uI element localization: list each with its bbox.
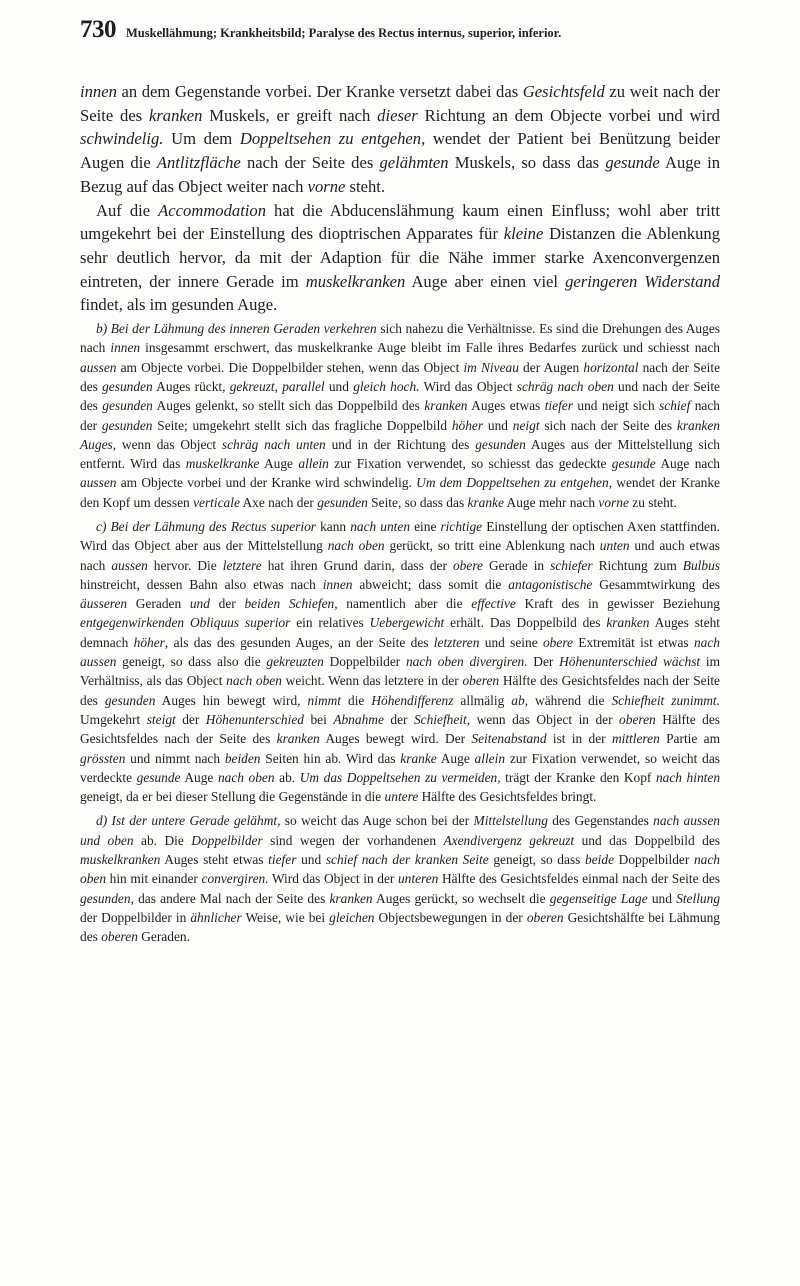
text-run: Auge mehr nach bbox=[503, 494, 599, 510]
italic-text: aussen bbox=[80, 475, 117, 491]
italic-text: gesunden bbox=[475, 436, 526, 452]
text-run: kann bbox=[316, 519, 351, 534]
text-run: abweicht; dass somit die bbox=[352, 576, 509, 592]
italic-text: tiefer bbox=[268, 852, 297, 868]
text-run: des Gegenstandes bbox=[547, 813, 654, 829]
text-run: erhält. Das Doppelbild des bbox=[444, 615, 607, 631]
italic-text: innen bbox=[110, 340, 141, 356]
italic-text: Antlitzfläche bbox=[156, 153, 241, 173]
italic-text: schwindelig. bbox=[80, 129, 164, 149]
text-run: wendet der Kranke den Kopf um dessen bbox=[80, 475, 720, 510]
text-run: hervor. Die bbox=[147, 557, 223, 573]
running-title: Muskellähmung; Krankheitsbild; Paralyse des Rectus internus, superior, inferior. bbox=[126, 26, 562, 40]
italic-text: Gesichtsfeld bbox=[522, 82, 605, 101]
text-run: zu steht. bbox=[628, 494, 677, 510]
italic-text: schief bbox=[659, 398, 691, 414]
text-run: steht. bbox=[345, 176, 386, 196]
italic-text: beiden bbox=[224, 750, 261, 766]
italic-text: nach oben divergiren. bbox=[405, 654, 528, 670]
paragraph bbox=[80, 319, 720, 512]
italic-text: innen bbox=[80, 82, 117, 101]
italic-text: schräg nach unten bbox=[221, 436, 326, 452]
text-run: hin mit einander bbox=[106, 871, 202, 887]
text-run: Einstellung der optischen Axen stattfinden. Wird das Object aber aus der Mittelstellung bbox=[80, 519, 720, 554]
text-run: Seiten hin ab. Wird das bbox=[260, 750, 401, 766]
text-run: Gerade in bbox=[482, 557, 551, 573]
italic-text: tiefer bbox=[544, 398, 573, 414]
italic-text: und bbox=[189, 596, 210, 612]
italic-text: kranken bbox=[424, 398, 468, 414]
text-run: Auge in Bezug auf das Object weiter nach bbox=[80, 153, 721, 196]
text-run: die bbox=[341, 692, 372, 708]
italic-text: antagonistische bbox=[508, 576, 593, 592]
italic-text: aussen bbox=[80, 359, 117, 375]
italic-text: gesunden bbox=[80, 890, 131, 906]
text-run: Geraden bbox=[127, 596, 190, 612]
italic-text: allein bbox=[474, 750, 506, 766]
italic-text: Höhenunterschied wächst bbox=[559, 654, 701, 670]
text-run: zur Fixation verwendet, so weicht das verdeckte bbox=[80, 750, 720, 785]
italic-text: kleine bbox=[503, 224, 544, 244]
text-run: Auges steht etwas bbox=[160, 852, 269, 868]
italic-text: obere bbox=[542, 634, 573, 650]
italic-text: verticale bbox=[193, 494, 240, 510]
text-run: Auge aber einen viel bbox=[405, 271, 566, 291]
text-run: nach der Seite des bbox=[240, 153, 380, 173]
italic-text: kranken bbox=[329, 890, 373, 906]
italic-text: kranken bbox=[148, 105, 203, 125]
italic-text: kranken Auges bbox=[80, 417, 721, 452]
text-run: und seine bbox=[479, 634, 543, 650]
text-run: Umgekehrt bbox=[80, 711, 147, 727]
italic-text: Uebergewicht bbox=[369, 615, 445, 631]
italic-text: kranken bbox=[276, 731, 320, 747]
text-run: Auge bbox=[436, 750, 475, 766]
running-header bbox=[80, 16, 720, 42]
text-run: trägt der Kranke den Kopf bbox=[500, 769, 656, 785]
text-run: und auch etwas nach bbox=[80, 538, 720, 573]
text-run: Hälfte des Gesichtsfeldes nach der Seite des bbox=[80, 711, 720, 747]
italic-text: gesunde bbox=[611, 456, 656, 472]
italic-text: ab bbox=[511, 692, 525, 708]
italic-text: im Niveau bbox=[463, 359, 519, 375]
italic-text: beiden Schiefen bbox=[244, 596, 335, 612]
text-run: ist in der bbox=[546, 731, 612, 747]
text-run: am Objecte vorbei. Die Doppelbilder stehen, wenn das Object bbox=[116, 359, 464, 375]
italic-text: gekreuzten bbox=[266, 654, 324, 670]
text-run: Weise, wie bei bbox=[241, 909, 330, 925]
text-run: eine bbox=[410, 519, 441, 534]
text-run: zur Fixation verwendet, so schiesst das gedeckte bbox=[328, 456, 612, 472]
text-run: sind wegen der vorhandenen bbox=[262, 832, 444, 848]
text-run: geneigt, so dass bbox=[488, 852, 586, 868]
italic-text: gelähmten bbox=[379, 153, 449, 173]
italic-text: gesunden bbox=[102, 398, 153, 414]
italic-text: oberen bbox=[462, 673, 500, 689]
italic-text: Abnahme bbox=[333, 711, 384, 727]
text-run: Auges steht demnach bbox=[80, 615, 720, 650]
text-run: Auf die bbox=[96, 200, 159, 220]
text-run: , wenn das Object in der bbox=[466, 711, 620, 727]
italic-text: oberen bbox=[101, 929, 138, 945]
text-run: und neigt sich bbox=[572, 398, 660, 414]
text-run: geneigt, da er bei dieser Stellung die Gegenstände in die bbox=[80, 789, 385, 805]
italic-text: letzteren bbox=[433, 634, 480, 650]
text-run: Kraft des in gewisser Beziehung bbox=[515, 596, 720, 612]
italic-text: schräg nach oben bbox=[516, 378, 614, 394]
text-run: , namentlich aber die bbox=[334, 596, 472, 612]
italic-text: beide bbox=[585, 852, 615, 868]
italic-text: obere bbox=[452, 557, 483, 573]
italic-text: convergiren. bbox=[201, 871, 269, 887]
text-run: hat ihren Grund darin, dass der bbox=[261, 557, 453, 573]
italic-text: gesunde bbox=[605, 153, 660, 173]
text-run: am Objecte vorbei und der Kranke wird schwindelig. bbox=[116, 475, 417, 491]
text-run: Axe nach der bbox=[239, 494, 318, 510]
text-run: , als das des gesunden Auges, an der Seite des bbox=[164, 634, 434, 650]
italic-text: nach unten bbox=[350, 519, 411, 534]
text-run: Auges rückt, bbox=[152, 378, 230, 394]
text-run: gerückt, so tritt eine Ablenkung nach bbox=[384, 538, 600, 554]
italic-text: geringeren Widerstand bbox=[565, 271, 721, 291]
text-run: , das andere Mal nach der Seite des bbox=[130, 890, 330, 906]
italic-text: aussen bbox=[111, 557, 148, 573]
text-run: zu weit nach der Seite des bbox=[80, 82, 720, 125]
text-run: Um dem bbox=[163, 129, 240, 149]
italic-text: entgegenwirkenden Obliquus superior bbox=[80, 615, 291, 631]
text-run: und bbox=[483, 417, 513, 433]
text-run: Muskels, er greift nach bbox=[202, 105, 378, 125]
italic-text: gesunden bbox=[317, 494, 368, 510]
text-run: Gesichtshälfte bei Lähmung des bbox=[80, 909, 720, 945]
text-run: der bbox=[209, 596, 245, 612]
text-run: so weicht das Auge schon bei der bbox=[280, 813, 474, 829]
text-run: Extremität ist etwas bbox=[572, 634, 694, 650]
italic-text: gleichen bbox=[329, 909, 375, 925]
italic-text: muskelkranken bbox=[80, 852, 161, 868]
italic-text: ähnlicher bbox=[190, 909, 242, 925]
italic-text: letztere bbox=[222, 557, 262, 573]
text-run: Doppelbilder bbox=[614, 852, 694, 868]
italic-text: mittleren bbox=[611, 731, 660, 747]
italic-text: schiefer bbox=[550, 557, 593, 573]
italic-text: nach hinten bbox=[655, 769, 721, 785]
text-run: Auges gelenkt, so stellt sich das Doppelbild des bbox=[152, 398, 425, 414]
italic-text: Doppelbilder bbox=[191, 832, 263, 848]
italic-text: vorne bbox=[598, 494, 629, 510]
italic-text: vorne bbox=[307, 176, 346, 196]
italic-text: kranke bbox=[467, 494, 504, 510]
paragraph bbox=[80, 811, 720, 946]
text-run: der Doppelbilder in bbox=[80, 909, 191, 925]
text-run: ein relatives bbox=[290, 615, 370, 631]
text-run: und bbox=[647, 890, 677, 906]
text-run: Partie am bbox=[659, 731, 720, 747]
italic-text: Um dem Doppeltsehen zu entgehen, bbox=[416, 475, 613, 491]
italic-text: horizontal bbox=[583, 359, 639, 375]
text-run: Auge bbox=[180, 769, 218, 785]
italic-text: neigt bbox=[512, 417, 540, 433]
text-run: Wird das Object in der bbox=[268, 871, 398, 887]
text-run: an dem Gegenstande vorbei. Der Kranke versetzt dabei das bbox=[116, 82, 523, 101]
text-run: , wenn das Object bbox=[112, 436, 222, 452]
text-run: Richtung an dem Objecte vorbei und wird bbox=[417, 105, 720, 125]
text-run: sich nahezu die Verhältnisse. Es sind die Drehungen des Auges nach bbox=[80, 321, 720, 356]
italic-text: höher bbox=[451, 417, 484, 433]
text-run: und nach der Seite des bbox=[80, 378, 720, 414]
italic-text: gesunden bbox=[104, 692, 156, 708]
italic-text: nach oben bbox=[217, 769, 275, 785]
italic-text: kranken bbox=[606, 615, 650, 631]
text-run: Geraden. bbox=[137, 929, 190, 945]
text-run: Seite; umgekehrt stellt sich das fragliche Doppelbild bbox=[152, 417, 452, 433]
italic-text: Höhendifferenz bbox=[371, 692, 454, 708]
italic-text: höher bbox=[133, 634, 165, 650]
page-number: 730 bbox=[80, 16, 116, 42]
text-run: Auge nach bbox=[655, 456, 720, 472]
italic-text: nach aussen und oben bbox=[80, 813, 720, 848]
text-run: Auge bbox=[259, 456, 299, 472]
text-run: der Augen bbox=[518, 359, 584, 375]
italic-text: Höhenunterschied bbox=[205, 711, 304, 727]
italic-text: richtige bbox=[440, 519, 483, 534]
italic-text: Stellung bbox=[676, 890, 721, 906]
text-run: Auges hin bewegt wird, bbox=[155, 692, 308, 708]
italic-text: d) Ist der untere Gerade gelähmt, bbox=[96, 813, 281, 829]
text-run: Gesammtwirkung des bbox=[592, 576, 720, 592]
italic-text: oberen bbox=[619, 711, 656, 727]
text-run: , während die bbox=[524, 692, 612, 708]
italic-text: Mittelstellung bbox=[473, 813, 548, 829]
text-run: Hälfte des Gesichtsfeldes nach der Seite des bbox=[80, 673, 720, 708]
text-run: hinstreicht, dessen Bahn also etwas nach bbox=[80, 576, 323, 592]
paragraph bbox=[80, 80, 720, 199]
text-run: im Verhältniss, als das Object bbox=[80, 654, 721, 689]
text-run: geneigt, so dass also die bbox=[116, 654, 267, 670]
italic-text: unteren bbox=[397, 871, 439, 887]
italic-text: Bulbus bbox=[682, 557, 720, 573]
text-run: weicht. Wenn das letztere in der bbox=[281, 673, 463, 689]
text-run: Auges etwas bbox=[467, 398, 545, 414]
italic-text: schief nach der kranken Seite bbox=[325, 852, 489, 868]
italic-text: b) Bei der Lähmung des inneren Geraden verkehren bbox=[96, 321, 377, 337]
text-run: und nimmt nach bbox=[125, 750, 225, 766]
text-run: nach der bbox=[80, 398, 720, 433]
italic-text: nach oben bbox=[226, 673, 282, 689]
italic-text: Schiefheit zunimmt. bbox=[611, 692, 720, 708]
italic-text: Um das Doppeltsehen zu vermeiden, bbox=[299, 769, 501, 785]
text-run: findet, als im gesunden Auge. bbox=[80, 295, 278, 315]
text-run: und das Doppelbild des bbox=[574, 832, 720, 848]
text-run: Hälfte des Gesichtsfeldes einmal nach der Seite des bbox=[438, 871, 720, 887]
italic-text: gleich hoch. bbox=[353, 378, 420, 394]
paragraph bbox=[80, 199, 720, 318]
italic-text: gesunden bbox=[101, 417, 153, 433]
text-run: insgesammt erschwert, das muskelkranke Auge bleibt im Falle ihres Bedarfes zurück und schiesst nach bbox=[140, 340, 720, 356]
italic-text: innen bbox=[322, 576, 353, 592]
text-run: bei bbox=[303, 711, 334, 727]
italic-text: gekreuzt bbox=[229, 378, 275, 394]
text-run: Distanzen die Ablenkung sehr deutlich hervor, da mit der Adaption für die Nähe immer starke Axenconvergenzen eintreten, der innere Gerade im bbox=[80, 224, 720, 291]
text-run: und bbox=[296, 852, 326, 868]
italic-text: muskelkranke bbox=[185, 456, 260, 472]
text-run: der bbox=[383, 711, 414, 727]
italic-text: oberen bbox=[526, 909, 564, 925]
italic-text: Accommodation bbox=[158, 200, 267, 220]
text-run: Auges bewegt wird. Der bbox=[319, 731, 472, 747]
italic-text: nimmt bbox=[307, 692, 342, 708]
italic-text: unten bbox=[599, 538, 630, 554]
text-run: und bbox=[324, 378, 354, 394]
italic-text: grössten bbox=[80, 750, 126, 766]
italic-text: untere bbox=[384, 789, 419, 805]
text-run: nach der Seite des bbox=[80, 359, 721, 394]
italic-text: Schiefheit bbox=[413, 711, 467, 727]
text-run: , bbox=[274, 378, 283, 394]
italic-text: dieser bbox=[377, 105, 418, 125]
italic-text: parallel bbox=[282, 378, 325, 394]
italic-text: gegenseitige Lage bbox=[549, 890, 648, 906]
text-run: Hälfte des Gesichtsfeldes bringt. bbox=[418, 789, 597, 805]
italic-text: nach oben bbox=[327, 538, 385, 554]
text-run: ab. bbox=[274, 769, 300, 785]
text-run: Objectsbewegungen in der bbox=[374, 909, 527, 925]
italic-text: steigt bbox=[146, 711, 176, 727]
italic-text: allein bbox=[298, 456, 329, 472]
italic-text: gesunde bbox=[136, 769, 181, 785]
text-run: Der bbox=[527, 654, 560, 670]
text-run: hat die Abducenslähmung kaum einen Einfluss; wohl aber tritt umgekehrt bei der Einstellung des dioptrischen Apparates für bbox=[80, 200, 720, 244]
italic-text: kranke bbox=[400, 750, 437, 766]
text-run: sich nach der Seite des bbox=[539, 417, 677, 433]
text-run: Muskels, so dass das bbox=[448, 153, 606, 173]
text-run: und in der Richtung des bbox=[325, 436, 476, 452]
italic-text: nach aussen bbox=[80, 634, 720, 670]
text-run: Auges gerückt, so wechselt die bbox=[372, 890, 550, 906]
italic-text: muskelkranken bbox=[305, 271, 406, 291]
italic-text: effective bbox=[471, 596, 516, 612]
italic-text: nach oben bbox=[80, 852, 720, 887]
paragraph bbox=[80, 517, 720, 806]
italic-text: Doppeltsehen zu entgehen bbox=[239, 129, 422, 149]
text-run: Richtung zum bbox=[592, 557, 683, 573]
text-run: ab. Die bbox=[133, 832, 192, 848]
italic-text: c) Bei der Lähmung des Rectus superior bbox=[96, 519, 317, 534]
text-run: Seite, so dass das bbox=[367, 494, 468, 510]
italic-text: Axendivergenz gekreuzt bbox=[443, 832, 575, 848]
italic-text: gesunden bbox=[102, 378, 153, 394]
text-run: , wendet der Patient bei Benützung beider Augen die bbox=[80, 129, 721, 173]
page-body bbox=[80, 80, 720, 947]
text-run: Auges aus der Mittelstellung sich entfernt. Wird das bbox=[80, 436, 720, 472]
italic-text: äusseren bbox=[80, 596, 128, 612]
text-run: allmälig bbox=[453, 692, 512, 708]
text-run: Wird das Object bbox=[419, 378, 517, 394]
text-run: der bbox=[175, 711, 206, 727]
italic-text: Seitenabstand bbox=[471, 731, 547, 747]
text-run: Doppelbilder bbox=[323, 654, 406, 670]
